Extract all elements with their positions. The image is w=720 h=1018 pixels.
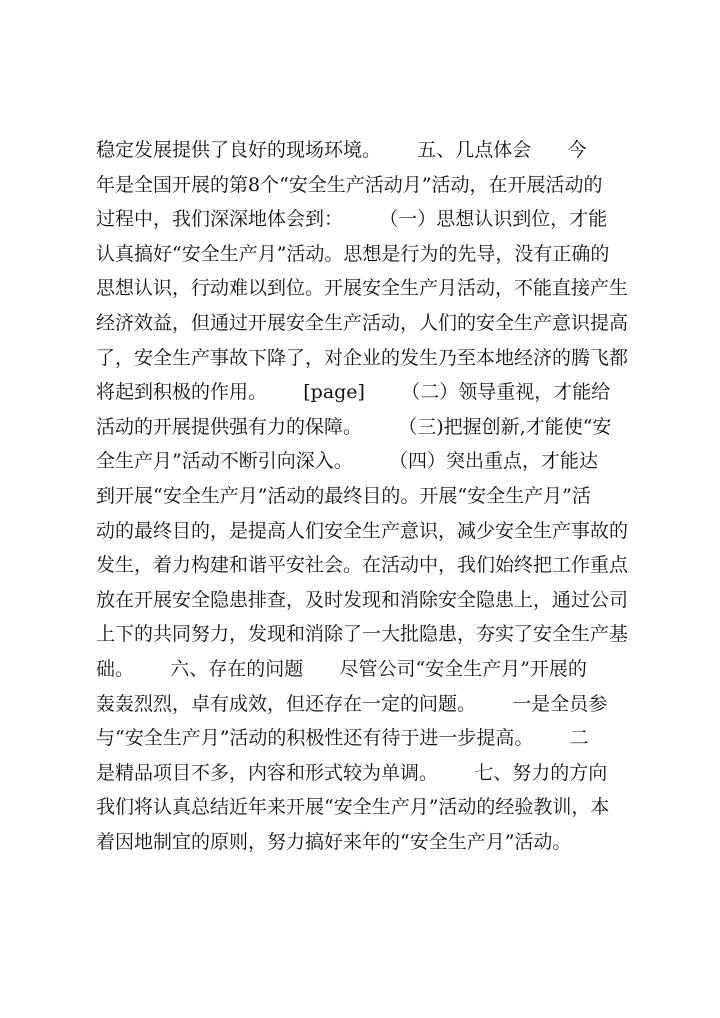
text-line: 全生产月”活动不断引向深入。 （四）突出重点，才能达 xyxy=(96,450,598,473)
text-line: 上下的共同努力，发现和消除了一大批隐患，夯实了安全生产基 xyxy=(96,623,629,646)
text-line: 础。 六、存在的问题 尽管公司“安全生产月”开展的 xyxy=(96,657,587,680)
text-line: 认真搞好“安全生产月”活动。思想是行为的先导，没有正确的 xyxy=(96,242,610,265)
text-line: 思想认识，行动难以到位。开展安全生产月活动，不能直接产生 xyxy=(96,277,629,300)
text-line: 到开展“安全生产月”活动的最终目的。开展“安全生产月”活 xyxy=(96,484,591,507)
text-line: 是精品项目不多，内容和形式较为单调。 七、努力的方向 xyxy=(96,761,608,784)
text-line: 发生，着力构建和谐平安社会。在活动中，我们始终把工作重点 xyxy=(96,554,629,577)
text-line: 活动的开展提供强有力的保障。 （三)把握创新,才能使“安 xyxy=(96,415,612,438)
text-line: 动的最终目的，是提高人们安全生产意识，减少安全生产事故的 xyxy=(96,519,629,542)
body-text xyxy=(96,133,636,859)
text-line: 将起到积极的作用。 [page] （二）领导重视，才能给 xyxy=(96,381,611,404)
text-line: 着因地制宜的原则，努力搞好来年的“安全生产月”活动。 xyxy=(96,830,572,853)
text-line: 了，安全生产事故下降了，对企业的发生乃至本地经济的腾飞都 xyxy=(96,346,629,369)
text-line: 轰轰烈烈，卓有成效，但还存在一定的问题。 一是全员参 xyxy=(96,692,608,715)
text-line: 年是全国开展的第8个“安全生产活动月”活动，在开展活动的 xyxy=(96,173,603,196)
text-line: 放在开展安全隐患排查，及时发现和消除安全隐患上，通过公司 xyxy=(96,588,629,611)
text-line: 与“安全生产月”活动的积极性还有待于进一步提高。 二 xyxy=(96,727,589,750)
text-line: 稳定发展提供了良好的现场环境。 五、几点体会 今 xyxy=(96,139,587,161)
text-line: 经济效益，但通过开展安全生产活动，人们的安全生产意识提高 xyxy=(96,311,629,334)
text-line: 过程中，我们深深地体会到： （一）思想认识到位，才能 xyxy=(96,208,608,231)
text-line: 我们将认真总结近年来开展“安全生产月”活动的经验教训，本 xyxy=(96,796,610,819)
